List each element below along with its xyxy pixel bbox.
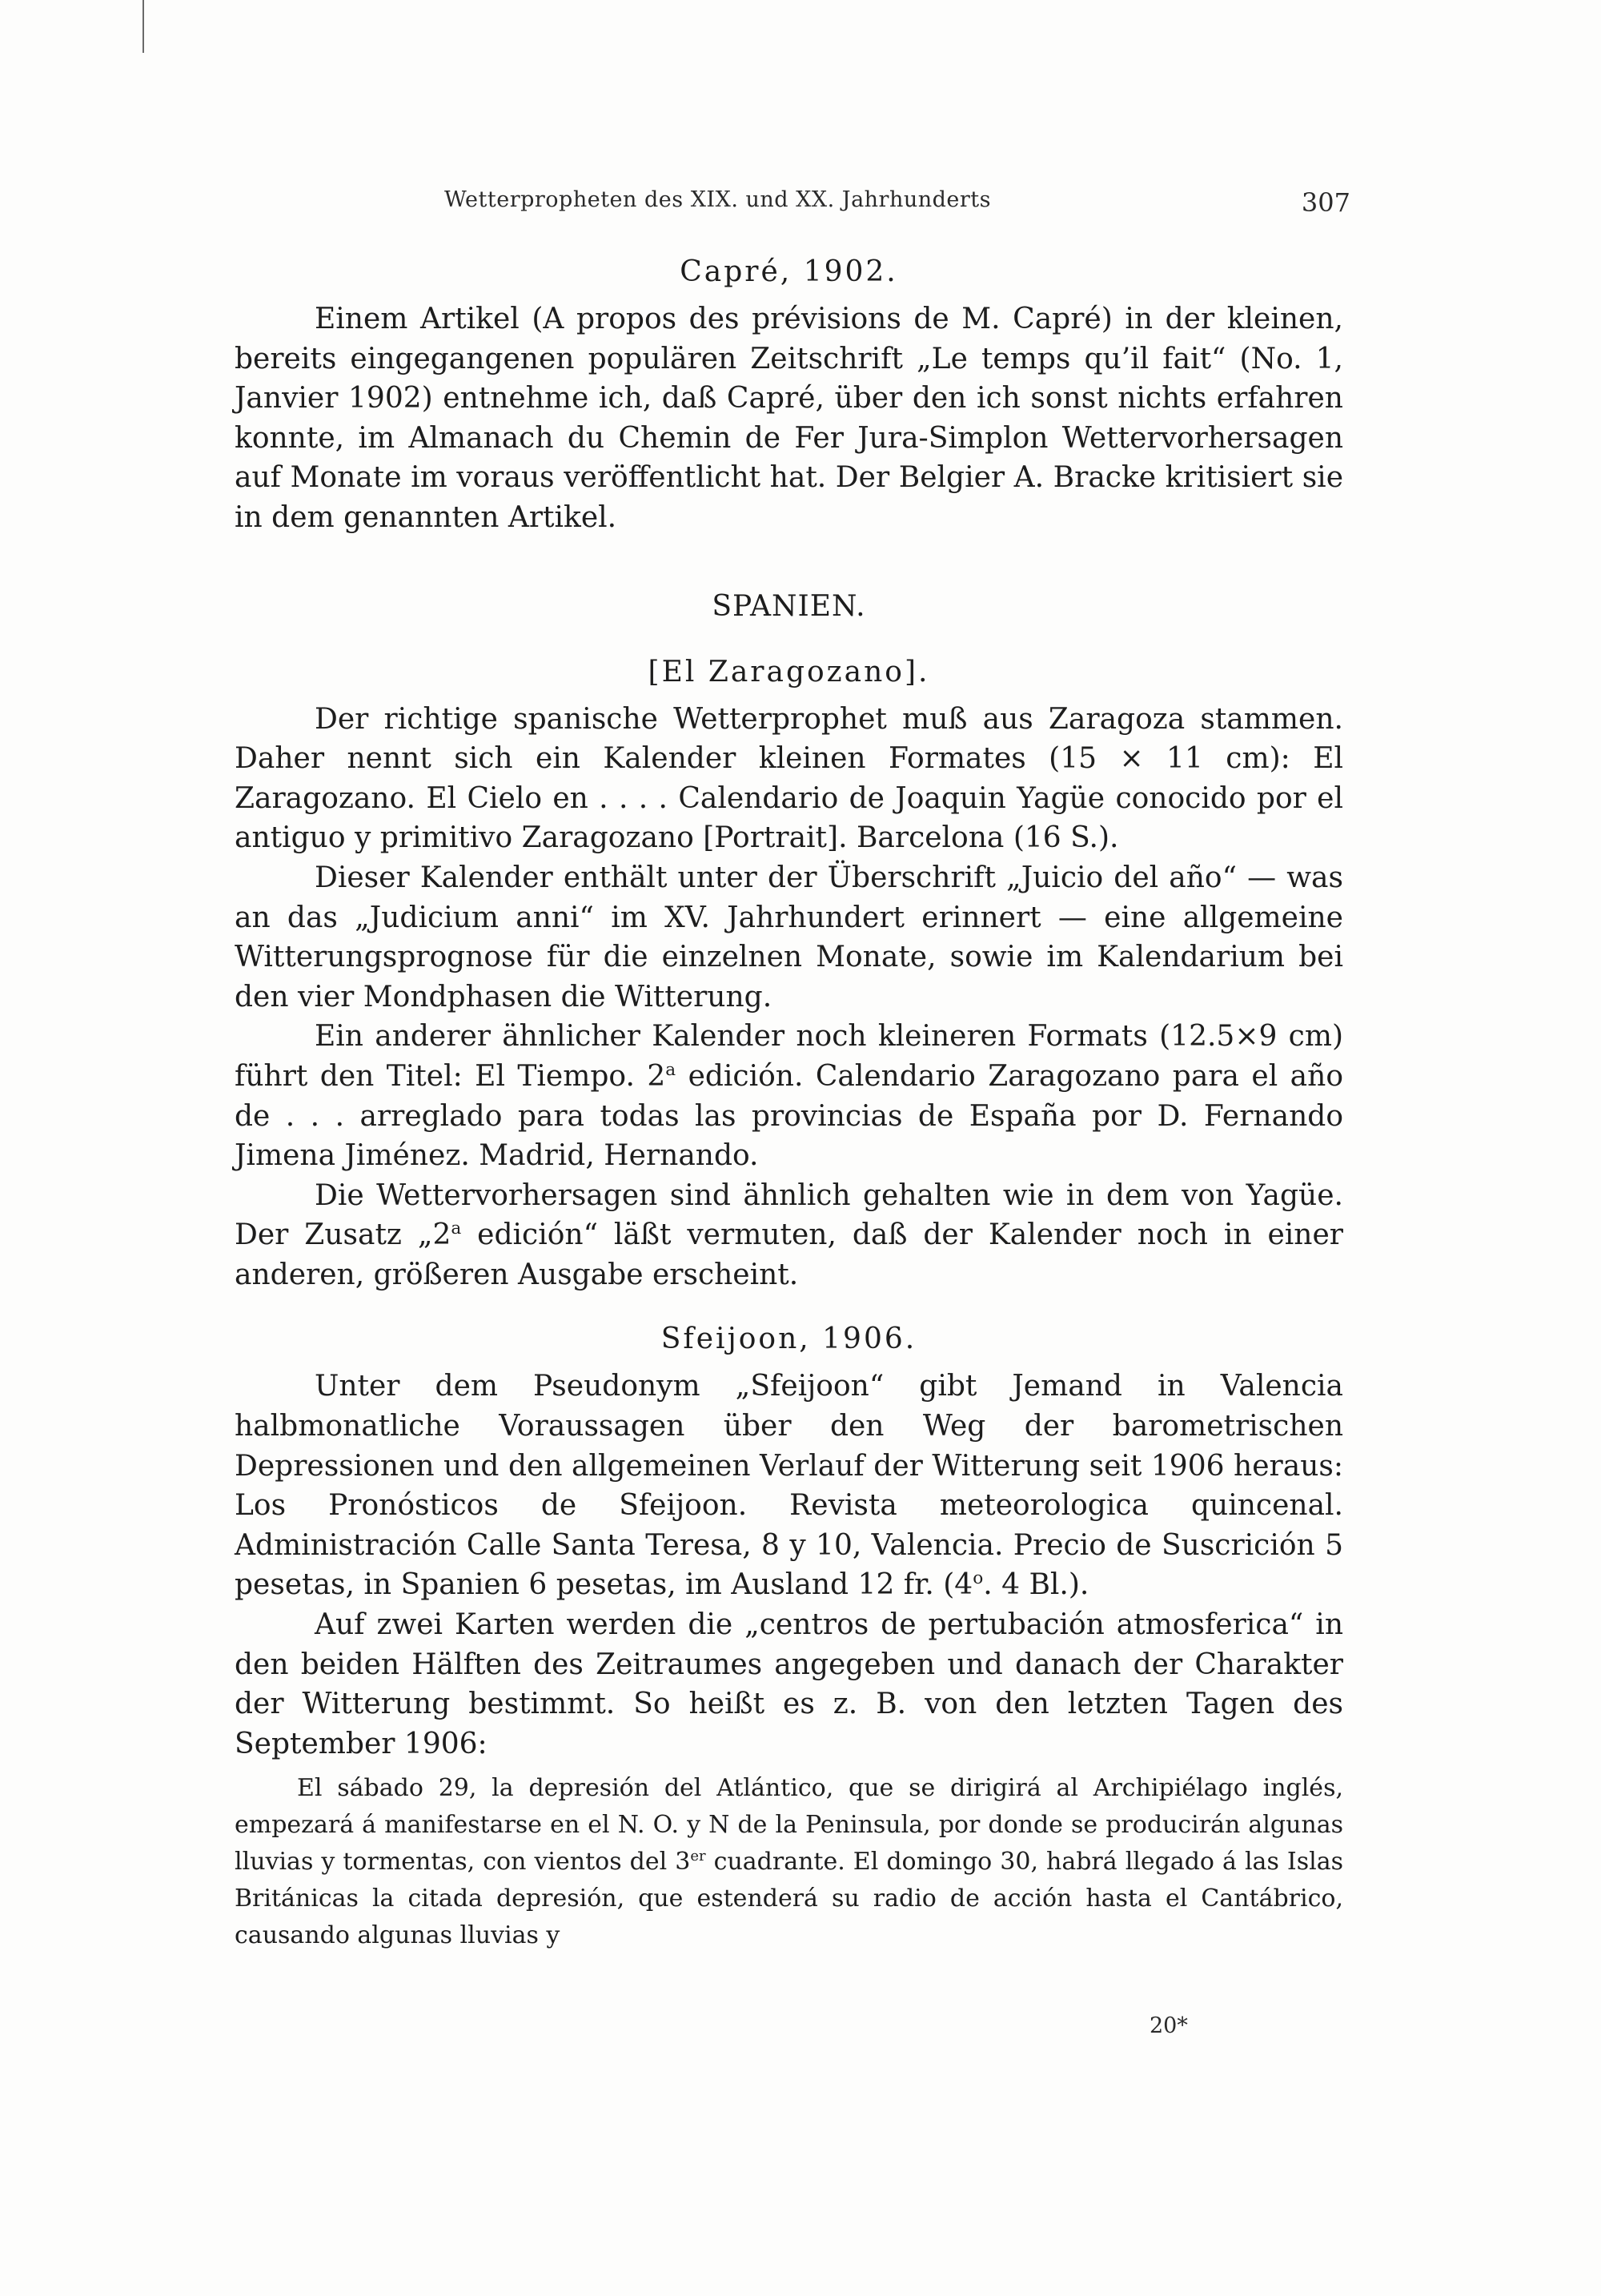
section-heading-sfeijoon: Sfeijoon, 1906. [660,1323,917,1356]
scan-edge-line [142,0,144,53]
paragraph-sfeijoon-1 [235,1367,1343,1605]
paragraph-spanien-4 [235,1176,1343,1295]
quoted-spanish-text [235,1770,1343,1954]
superscript: a [451,1218,462,1239]
text-block [235,251,1343,1997]
paragraph-spanien-4-text-a: Die Wettervorhersagen sind ähnlich gehalten wie in dem von Yagüe. Der Zusatz „2 [235,1178,1343,1252]
paragraph-sfeijoon-1-text-a: Unter dem Pseudonym „Sfeijoon“ gibt Jemand in Valencia halbmonatliche Voraussagen über den Weg der barometrischen Depressionen und den allgemeinen Verlauf der Witterung seit 1906 heraus: Los Pronósticos de Sfeijoon. Revista meteorologica quincenal. Administración Calle Santa Teresa, 8 y 10, Valencia. Precio de Suscrición 5 pesetas, in Spanien 6 pesetas, im Ausland 12 fr. (4 [235,1370,1343,1602]
superscript: a [665,1059,676,1080]
quote-text-b: cuadrante. El domingo 30, habrá llegado á las Islas Británicas la citada depresión, que estenderá su radio de acción hasta el Cantábrico, causando algunas lluvias y [235,1848,1343,1950]
running-head [236,187,1350,223]
paragraph-sfeijoon-2: Auf zwei Karten werden die „centros de pertubación atmosferica“ in den beiden Hälften des Zeitraumes angegeben und danach der Charakter der Witterung bestimmt. So heißt es z. B. von den letzten Tagen des September 1906: [235,1608,1343,1760]
paragraph-spanien-2: Dieser Kalender enthält unter der Überschrift „Juicio del año“ — was an das „Judicium anni“ im XV. Jahrhundert erinnert — eine allgemeine Witterungsprognose für die einzelnen Monate, sowie im Kalendarium bei den vier Mondphasen die Witterung. [235,861,1343,1014]
paragraph-spanien-3 [235,1017,1343,1175]
paragraph-capre: Einem Artikel (A propos des prévisions de M. Capré) in der kleinen, bereits eingegangenen populären Zeitschrift „Le temps qu’il fait“ (No. 1, Janvier 1902) entnehme ich, daß Capré, über den ich sonst nichts erfahren konnte, im Almanach du Chemin de Fer Jura-Simplon Wettervorhersagen auf Monate im voraus veröffentlicht hat. Der Belgier A. Bracke kritisiert sie in dem genannten Artikel. [235,303,1343,534]
superscript: o [973,1568,984,1589]
paragraph-spanien-3-text-b: edición. Calendario Zaragozano para el año de . . . arreglado para todas las provincias de España por D. Fernando Jimena Jiménez. Madrid, Hernando. [235,1059,1343,1173]
quote-text-a: El sábado 29, la depresión del Atlántico, que se dirigirá al Archipiélago inglés, empezará á manifestarse en el N. O. y N de la Peninsula, por donde se producirán algunas lluvias y tormentas, con vientos del 3 [235,1774,1343,1877]
section-heading-capre: Capré, 1902. [680,255,898,288]
page-number: 307 [1301,187,1350,218]
running-title: Wetterpropheten des XIX. und XX. Jahrhunderts [444,187,991,212]
subheading-zaragozano: [El Zaragozano]. [648,655,930,688]
section-heading-spanien: SPANIEN. [712,589,866,623]
signature-mark: 20* [1150,2013,1188,2038]
paragraph-spanien-3-text-a: Ein anderer ähnlicher Kalender noch kleineren Formats (12.5×9 cm) führt den Titel: El Tiempo. 2 [235,1020,1343,1093]
paragraph-sfeijoon-1-text-b: . 4 Bl.). [983,1568,1089,1602]
paragraph-spanien-4-text-b: edición“ läßt vermuten, daß der Kalender noch in einer anderen, größeren Ausgabe erscheint. [235,1218,1343,1291]
paragraph-spanien-1: Der richtige spanische Wetterprophet muß aus Zaragoza stammen. Daher nennt sich ein Kalender kleinen Formates (15 × 11 cm): El Zaragozano. El Cielo en . . . . Calendario de Joaquin Yagüe conocido por el antiguo y primitivo Zaragozano [Portrait]. Barcelona (16 S.). [235,702,1343,855]
superscript: er [690,1848,706,1865]
